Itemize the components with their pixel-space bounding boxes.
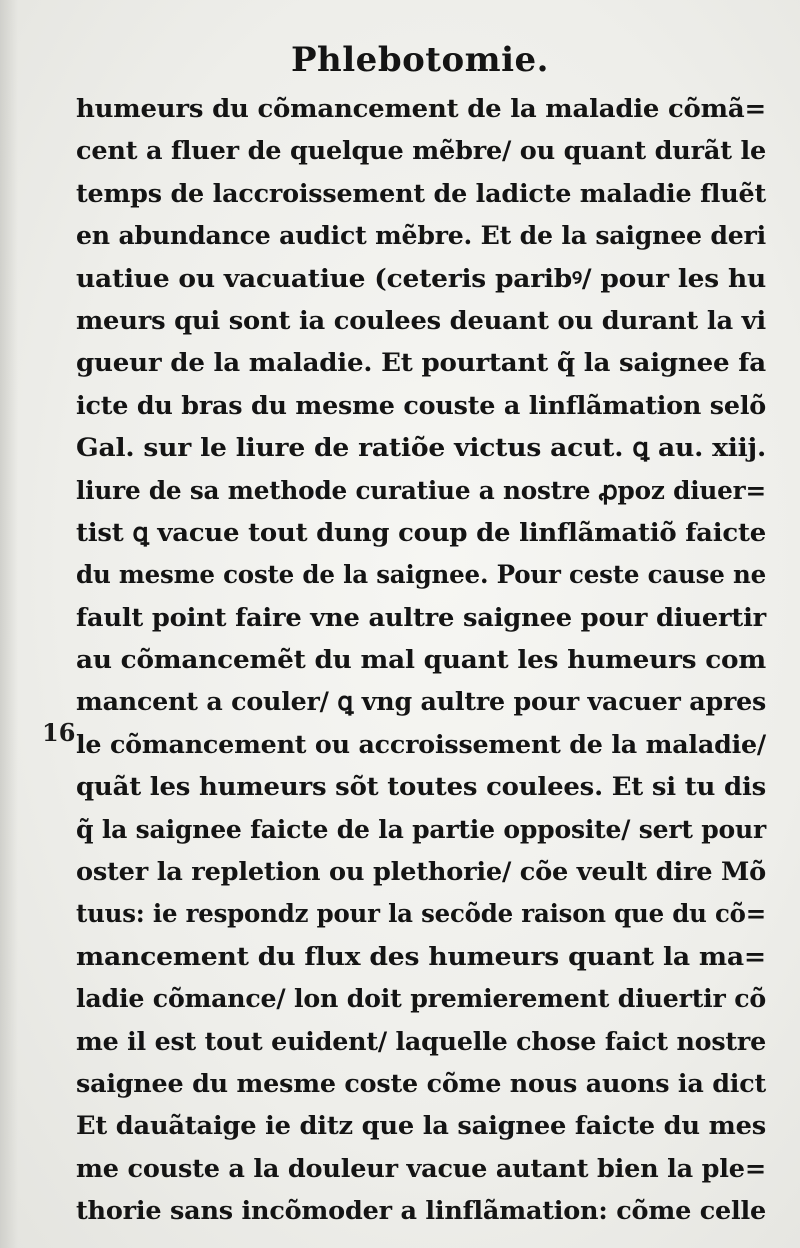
text-line: meurs qui sont ia coulees deuant ou durant la vi <box>76 305 767 335</box>
text-line: mancent a couler/ ꝗ vng aultre pour vacuer apres <box>76 687 767 717</box>
text-line: au cõmancemẽt du mal quant les humeurs com <box>76 645 766 675</box>
text-line: liure de sa methode curatiue a nostre ꝓpoz diuer= <box>76 475 766 505</box>
page-gutter-shadow <box>0 0 18 1248</box>
text-line: fault point faire vne aultre saignee pour diuertir <box>76 602 767 632</box>
text-line: ladie cõmance/ lon doit premierement diuertir cõ <box>76 984 767 1014</box>
text-line: icte du bras du mesme couste a linflãmation selõ <box>76 390 767 420</box>
text-line: Et dauãtaige ie ditz que la saignee faicte du mes <box>76 1111 767 1141</box>
text-line: tist ꝗ vacue tout dung coup de linflãmatiõ faicte <box>76 517 767 547</box>
text-line: thorie sans incõmoder a linflãmation: cõme celle <box>76 1196 766 1226</box>
text-line: uatiue ou vacuatiue (ceteris paribꝰ/ pour les hu <box>76 263 767 293</box>
text-line: gueur de la maladie. Et pourtant q̃ la saignee fa <box>76 348 766 378</box>
text-line: temps de laccroissement de ladicte maladie fluẽt <box>76 178 767 208</box>
text-line: me couste a la douleur vacue autant bien la ple= <box>76 1153 767 1183</box>
text-line: cent a fluer de quelque mẽbre/ ou quant durãt le <box>76 136 767 166</box>
text-line: mancement du flux des humeurs quant la ma= <box>76 941 767 971</box>
margin-note-number: 16 <box>42 718 76 747</box>
running-head: Phlebotomie. <box>290 40 550 80</box>
text-line: saignee du mesme coste cõme nous auons ia dict <box>76 1068 766 1098</box>
text-line: q̃ la saignee faicte de la partie opposite/ sert pour <box>76 814 766 844</box>
text-line: humeurs du cõmancement de la maladie cõmã= <box>76 94 766 123</box>
text-line: du mesme coste de la saignee. Pour ceste cause ne <box>76 560 766 590</box>
text-line: Gal. sur le liure de ratiõe victus acut. ꝗ au. xiij. <box>76 433 766 463</box>
text-line: oster la repletion ou plethorie/ cõe veult dire Mõ <box>76 857 766 887</box>
text-line: en abundance audict mẽbre. Et de la saignee deri <box>76 221 766 251</box>
text-line: quãt les humeurs sõt toutes coulees. Et si tu dis <box>76 772 767 802</box>
text-line: tuus: ie respondz pour la secõde raison que du cõ= <box>76 899 767 929</box>
text-block <box>76 88 776 1233</box>
text-line: le cõmancement ou accroissement de la maladie/ <box>76 729 766 759</box>
text-line: me il est tout euident/ laquelle chose faict nostre <box>76 1026 766 1056</box>
